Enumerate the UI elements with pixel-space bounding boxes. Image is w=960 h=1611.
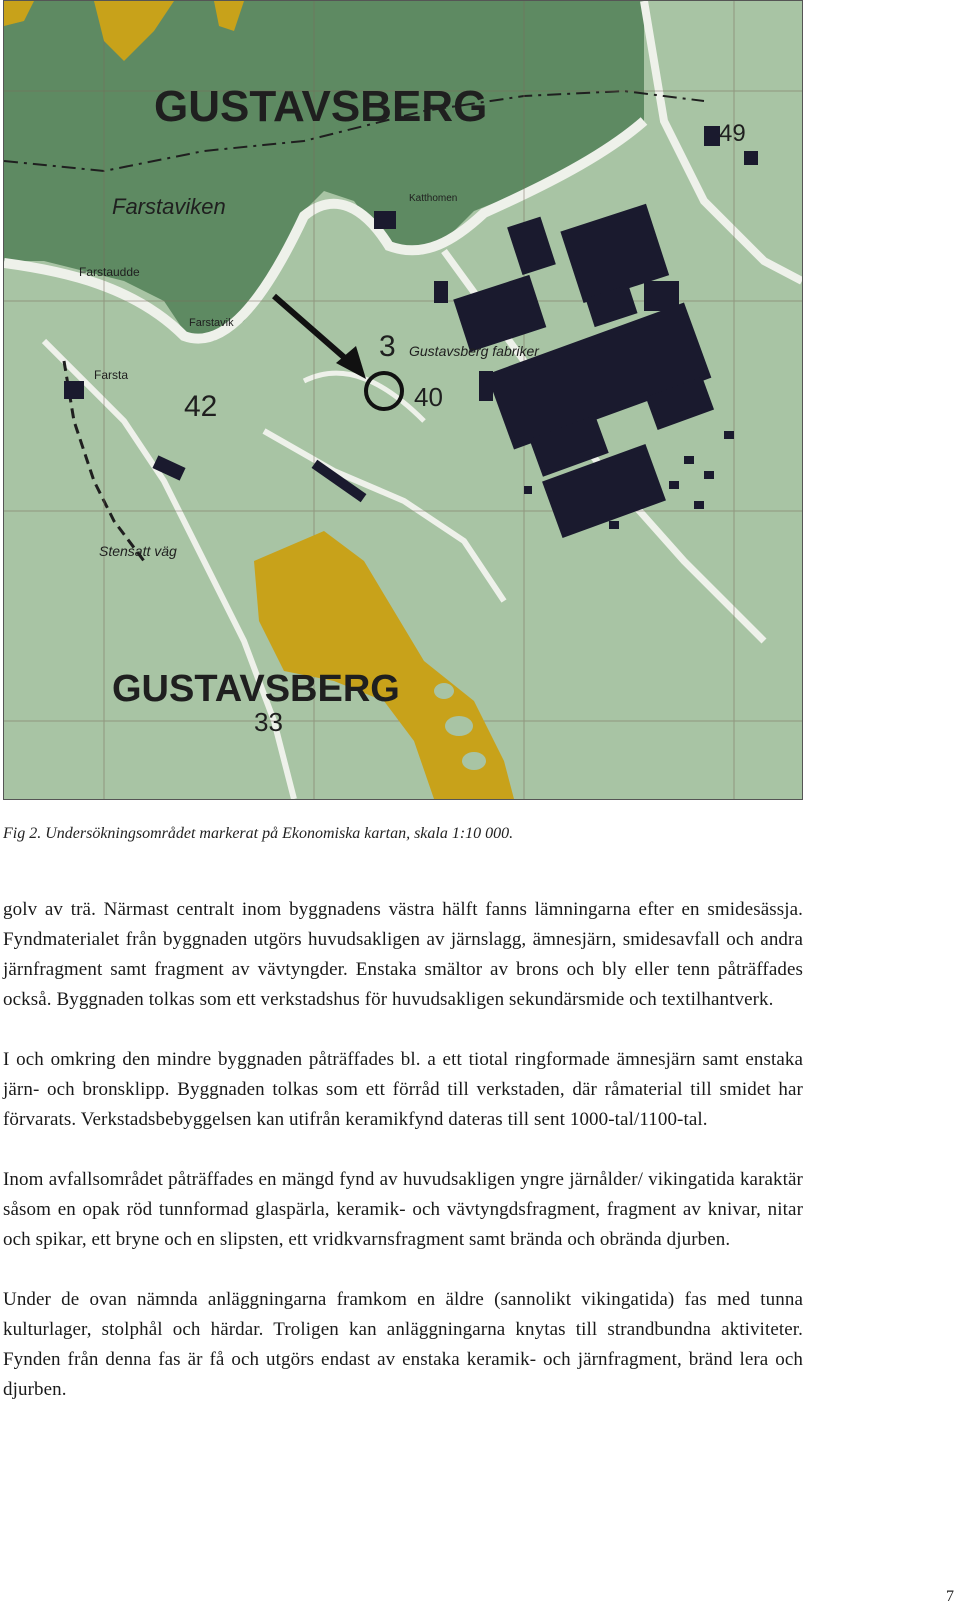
label-farstavik: Farstavik [189, 317, 234, 329]
label-katthomen: Katthomen [409, 193, 458, 204]
label-num-49: 49 [719, 120, 746, 147]
label-farstaviken: Farstaviken [112, 194, 226, 219]
label-num-40: 40 [414, 382, 443, 412]
label-farsta: Farsta [94, 368, 129, 382]
label-stensatt-vag: Stensatt väg [99, 543, 177, 559]
map-figure [3, 0, 803, 800]
label-farstaudde: Farstaudde [79, 265, 140, 279]
paragraph-1: golv av trä. Närmast centralt inom byggnadens västra hälft fanns lämningarna efter en smidesässja. Fyndmaterialet från byggnaden utgörs huvudsakligen av järnslagg, ämnesjärn, smidesavfall och andra järnfragment samt fragment av vävtyngder. Enstaka smältor av brons och bly eller tenn påträffades också. Byggnaden tolkas som ett verkstadshus för huvudsakligen sekundärsmide och textilhantverk. [3, 899, 803, 1010]
figure-caption: Fig 2. Undersökningsområdet markerat på Ekonomiska kartan, skala 1:10 000. [3, 825, 514, 842]
paragraph-3: Inom avfallsområdet påträffades en mängd fynd av huvudsakligen yngre järnålder/ vikingatida karaktär såsom en opak röd tunnformad glaspärla, keramik- och vävtyngdsfragment, fragment av knivar, nitar och spikar, ett bryne och en slipsten, ett vridkvarnsfragment samt brända och obrända djurben. [3, 1169, 803, 1250]
body-text [3, 895, 803, 1435]
label-gustavsberg-top: GUSTAVSBERG [154, 82, 488, 131]
label-num-33: 33 [254, 707, 283, 737]
paragraph-4: Under de ovan nämnda anläggningarna framkom en äldre (sannolikt vikingatida) fas med tunna kulturlager, stolphål och härdar. Troligen kan anläggningarna knytas till strandbundna aktiviteter. Fynden från denna fas är få och utgörs endast av enstaka keramik- och järnfragment, bränd lera och djurben. [3, 1289, 803, 1400]
label-gustavsberg-fabriker: Gustavsberg fabriker [409, 343, 539, 359]
paragraph-2: I och omkring den mindre byggnaden påträffades bl. a ett tiotal ringformade ämnesjärn samt enstaka järn- och bronsklipp. Byggnaden tolkas som ett förråd till verkstaden, där råmaterial till smidet har förvarats. Verkstadsbebyggelsen kan utifrån keramikfynd dateras till sent 1000-tal/1100-tal. [3, 1049, 803, 1130]
label-gustavsberg-bottom: GUSTAVSBERG [112, 668, 400, 710]
label-num-42: 42 [184, 390, 218, 423]
page-number: 7 [946, 1588, 954, 1605]
economic-map [4, 1, 802, 799]
label-num-3: 3 [379, 330, 396, 363]
